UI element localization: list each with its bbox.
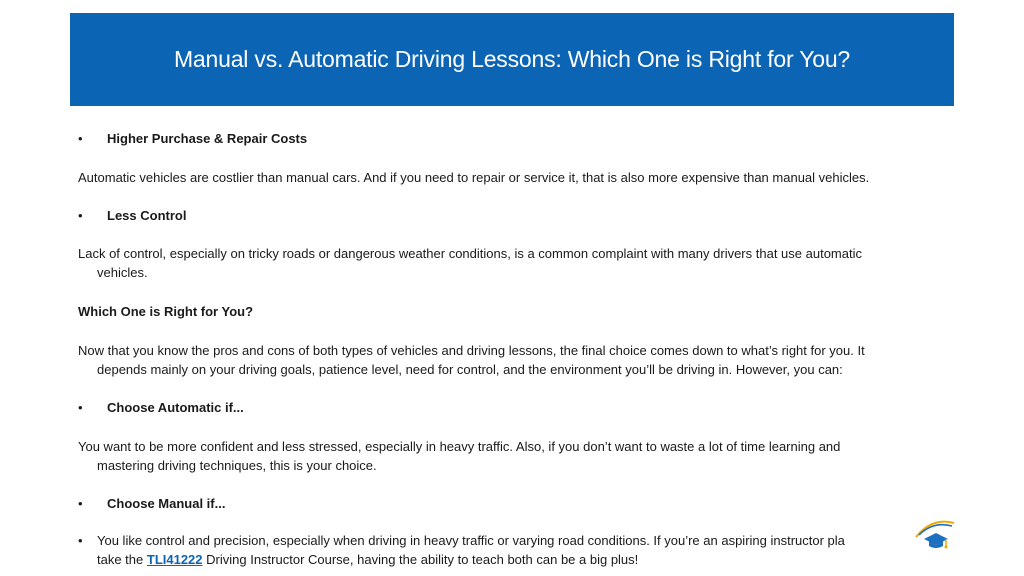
which-heading-paragraph <box>78 302 938 321</box>
which-text-line-1: Now that you know the pros and cons of both types of vehicles and driving lessons, the final choice comes down to what’s right for you. It <box>78 343 865 358</box>
bullet-marker: • <box>78 400 83 415</box>
control-text-line-2: vehicles. <box>97 265 148 280</box>
which-paragraph <box>78 341 938 379</box>
which-text-line-2: depends mainly on your driving goals, patience level, need for control, and the environment you’ll be driving in. However, you can: <box>97 362 843 377</box>
manual-text-prefix: take the <box>97 552 147 567</box>
manual-text-line-2 <box>97 550 638 569</box>
manual-text-line-1: You like control and precision, especially when driving in heavy traffic or varying road conditions. If you’re an aspiring instructor pla <box>97 533 845 548</box>
bullet-marker: • <box>78 131 83 146</box>
graduation-cap-logo-icon <box>910 515 958 551</box>
manual-text-suffix: Driving Instructor Course, having the ability to teach both can be a big plus! <box>202 552 639 567</box>
auto-paragraph <box>78 437 938 475</box>
control-text-line-1: Lack of control, especially on tricky roads or dangerous weather conditions, is a common complaint with many drivers that use automatic <box>78 246 862 261</box>
auto-text-line-2: mastering driving techniques, this is your choice. <box>97 458 377 473</box>
page-title: Manual vs. Automatic Driving Lessons: Which One is Right for You? <box>173 46 851 72</box>
bullet-marker: • <box>78 496 83 511</box>
tli41222-link[interactable]: TLI41222 <box>146 552 203 567</box>
auto-text-line-1: You want to be more confident and less stressed, especially in heavy traffic. Also, if you don’t want to waste a lot of time learning and <box>78 439 841 454</box>
control-paragraph <box>78 244 938 282</box>
costs-paragraph <box>78 168 938 187</box>
manual-heading: Choose Manual if... <box>107 496 226 511</box>
control-heading: Less Control <box>107 208 187 223</box>
auto-heading: Choose Automatic if... <box>107 400 244 415</box>
bullet-marker: • <box>78 533 83 548</box>
costs-text: Automatic vehicles are costlier than manual cars. And if you need to repair or service it, that is also more expensive than manual vehicles. <box>78 170 870 185</box>
costs-heading: Higher Purchase & Repair Costs <box>107 131 308 146</box>
which-heading: Which One is Right for You? <box>78 304 254 319</box>
bullet-marker: • <box>78 208 83 223</box>
